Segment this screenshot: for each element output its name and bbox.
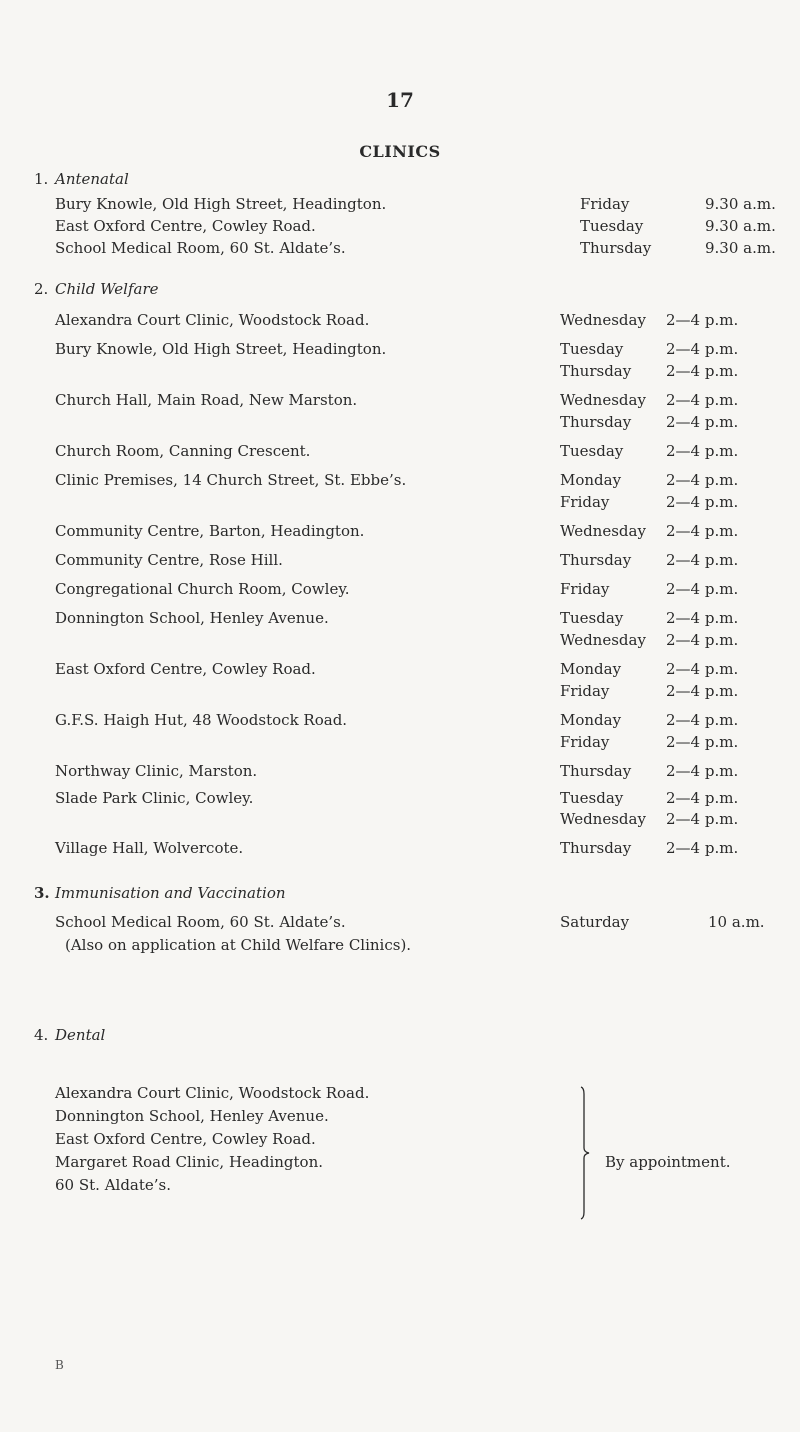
clinic-location: Northway Clinic, Marston. — [55, 762, 258, 780]
clinic-day: Monday — [560, 660, 622, 678]
clinic-location: School Medical Room, 60 St. Aldate’s. — [55, 913, 346, 931]
clinic-time: 2—4 p.m. — [666, 789, 739, 807]
clinic-day: Friday — [560, 580, 610, 598]
clinic-time: 2—4 p.m. — [666, 810, 739, 828]
clinic-day: Friday — [560, 733, 610, 751]
clinic-time: 2—4 p.m. — [666, 362, 739, 380]
clinic-time: 2—4 p.m. — [666, 609, 739, 627]
clinic-day: Tuesday — [560, 789, 624, 807]
clinic-location: Congregational Church Room, Cowley. — [55, 580, 350, 598]
clinic-location: Margaret Road Clinic, Headington. — [55, 1153, 324, 1171]
clinic-time: 2—4 p.m. — [666, 340, 739, 358]
clinic-day: Thursday — [560, 839, 632, 857]
clinic-day: Monday — [560, 471, 622, 489]
clinic-location: Bury Knowle, Old High Street, Headington. — [55, 195, 387, 213]
clinic-day: Wednesday — [560, 522, 646, 540]
clinic-location: Donnington School, Henley Avenue. — [55, 609, 329, 627]
clinic-day: Tuesday — [560, 442, 624, 460]
page-number: 17 — [386, 88, 414, 112]
clinic-time: 2—4 p.m. — [666, 391, 739, 409]
appointment-note: By appointment. — [605, 1153, 731, 1171]
clinic-time: 9.30 a.m. — [705, 239, 776, 257]
clinic-day: Thursday — [560, 362, 632, 380]
clinic-time: 2—4 p.m. — [666, 522, 739, 540]
clinic-day: Wednesday — [560, 631, 646, 649]
clinic-location: Slade Park Clinic, Cowley. — [55, 789, 254, 807]
clinic-location: Community Centre, Rose Hill. — [55, 551, 283, 569]
clinic-day: Saturday — [560, 913, 630, 931]
clinic-day: Tuesday — [560, 609, 624, 627]
clinic-time: 2—4 p.m. — [666, 442, 739, 460]
clinic-time: 2—4 p.m. — [666, 413, 739, 431]
clinic-day: Friday — [580, 195, 630, 213]
clinic-time: 2—4 p.m. — [666, 682, 739, 700]
clinic-day: Monday — [560, 711, 622, 729]
clinic-day: Thursday — [560, 551, 632, 569]
section-title: Dental — [55, 1026, 106, 1044]
clinic-location: Community Centre, Barton, Headington. — [55, 522, 365, 540]
clinic-time: 9.30 a.m. — [705, 195, 776, 213]
note-text: (Also on application at Child Welfare Clinics). — [65, 936, 412, 954]
clinic-location: East Oxford Centre, Cowley Road. — [55, 660, 316, 678]
clinic-location: Church Room, Canning Crescent. — [55, 442, 311, 460]
clinic-location: Alexandra Court Clinic, Woodstock Road. — [55, 1084, 370, 1102]
clinic-location: Bury Knowle, Old High Street, Headington. — [55, 340, 387, 358]
clinic-time: 2—4 p.m. — [666, 551, 739, 569]
clinic-day: Tuesday — [560, 340, 624, 358]
clinic-day: Thursday — [560, 762, 632, 780]
clinic-day: Wednesday — [560, 391, 646, 409]
clinic-time: 2—4 p.m. — [666, 580, 739, 598]
clinic-time: 2—4 p.m. — [666, 493, 739, 511]
clinic-day: Tuesday — [580, 217, 644, 235]
clinic-time: 2—4 p.m. — [666, 471, 739, 489]
clinic-day: Thursday — [560, 413, 632, 431]
clinic-time: 2—4 p.m. — [666, 839, 739, 857]
clinic-time: 2—4 p.m. — [666, 711, 739, 729]
clinic-location: G.F.S. Haigh Hut, 48 Woodstock Road. — [55, 711, 348, 729]
page-title: CLINICS — [359, 142, 441, 161]
clinic-location: Alexandra Court Clinic, Woodstock Road. — [55, 311, 370, 329]
footer-mark: B — [55, 1358, 64, 1372]
clinic-time: 2—4 p.m. — [666, 733, 739, 751]
section-number: 3. — [34, 884, 50, 902]
section-title: Antenatal — [55, 170, 129, 188]
clinic-time: 10 a.m. — [708, 913, 765, 931]
section-title: Child Welfare — [55, 280, 159, 298]
clinic-location: East Oxford Centre, Cowley Road. — [55, 217, 316, 235]
clinic-day: Thursday — [580, 239, 652, 257]
clinic-time: 2—4 p.m. — [666, 762, 739, 780]
clinic-time: 2—4 p.m. — [666, 631, 739, 649]
section-number: 2. — [34, 280, 49, 298]
right-brace-icon — [580, 1086, 590, 1220]
clinic-day: Wednesday — [560, 810, 646, 828]
clinic-time: 9.30 a.m. — [705, 217, 776, 235]
clinic-time: 2—4 p.m. — [666, 311, 739, 329]
clinic-location: Clinic Premises, 14 Church Street, St. Ebbe’s. — [55, 471, 407, 489]
clinic-location: School Medical Room, 60 St. Aldate’s. — [55, 239, 346, 257]
clinic-location: 60 St. Aldate’s. — [55, 1176, 172, 1194]
clinic-time: 2—4 p.m. — [666, 660, 739, 678]
clinic-day: Friday — [560, 493, 610, 511]
clinic-location: Donnington School, Henley Avenue. — [55, 1107, 329, 1125]
clinic-day: Wednesday — [560, 311, 646, 329]
clinic-location: East Oxford Centre, Cowley Road. — [55, 1130, 316, 1148]
section-title: Immunisation and Vaccination — [55, 884, 286, 902]
section-number: 4. — [34, 1026, 49, 1044]
clinic-day: Friday — [560, 682, 610, 700]
clinic-location: Village Hall, Wolvercote. — [55, 839, 244, 857]
clinic-location: Church Hall, Main Road, New Marston. — [55, 391, 358, 409]
section-number: 1. — [34, 170, 49, 188]
